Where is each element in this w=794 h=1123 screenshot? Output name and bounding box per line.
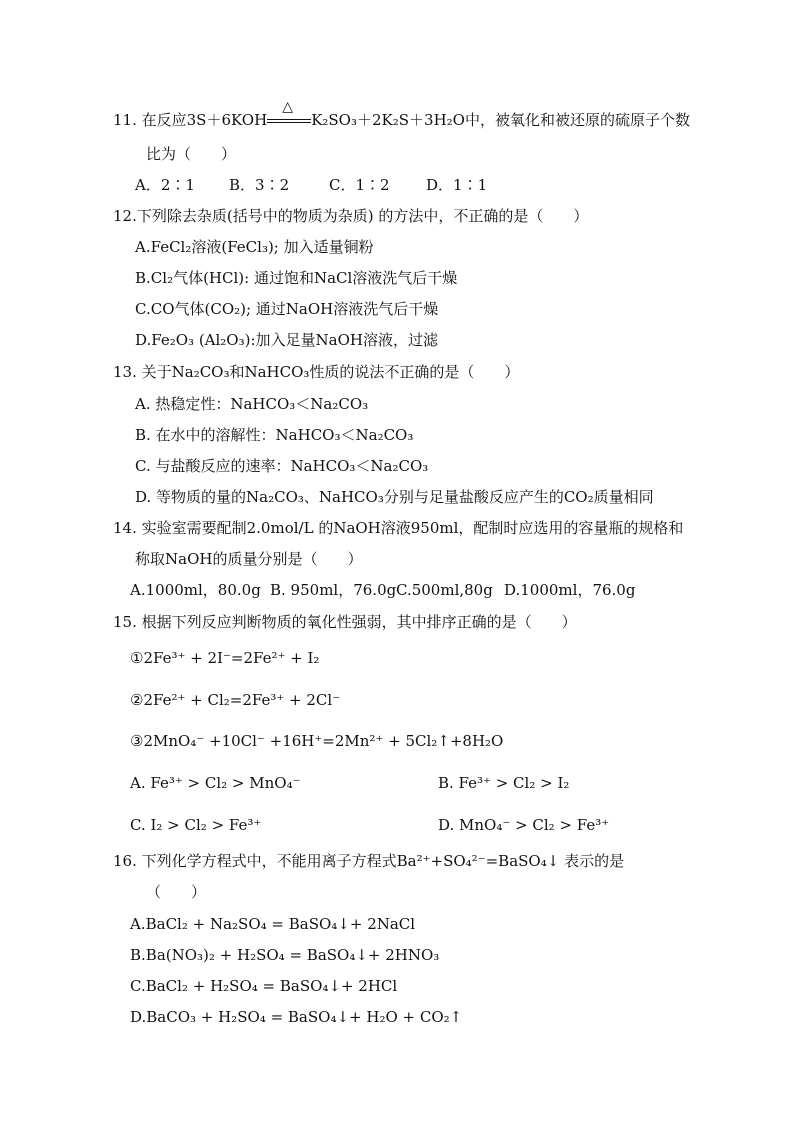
question-14-option-c: C.500ml,80g	[396, 581, 493, 599]
question-11-option-d: D．1∶1	[426, 176, 488, 194]
question-11-stem	[113, 99, 690, 130]
question-12-option-d: D.Fe₂O₃ (Al₂O₃):加入足量NaOH溶液，过滤	[135, 331, 438, 349]
question-15-stem: 15. 根据下列反应判断物质的氧化性强弱，其中排序正确的是（ ）	[113, 613, 577, 631]
question-16-continuation: （ ）	[146, 883, 207, 901]
question-12-option-b: B.Cl₂气体(HCl): 通过饱和NaCl溶液洗气后干燥	[135, 269, 458, 287]
question-12-stem: 12.下列除去杂质(括号中的物质为杂质) 的方法中，不正确的是（ ）	[113, 207, 589, 225]
question-16-option-c: C.BaCl₂ + H₂SO₄ = BaSO₄↓+ 2HCl	[130, 977, 398, 995]
question-15-option-b: B. Fe³⁺ > Cl₂ > I₂	[438, 774, 570, 792]
question-15-reaction-2: ②2Fe²⁺ + Cl₂=2Fe³⁺ + 2Cl⁻	[130, 691, 341, 709]
question-number: 11.	[113, 111, 137, 129]
question-11-option-c: C．1∶2	[329, 176, 390, 194]
question-12-option-c: C.CO气体(CO₂); 通过NaOH溶液洗气后干燥	[135, 300, 439, 318]
question-14-option-d: D.1000ml，76.0g	[504, 581, 636, 599]
question-11-option-b: B．3∶2	[229, 176, 290, 194]
question-13-option-c: C. 与盐酸反应的速率：NaHCO₃＜Na₂CO₃	[135, 457, 429, 475]
question-14-option-b: B. 950ml，76.0g	[270, 581, 397, 599]
question-11-option-a: A．2∶1	[135, 176, 195, 194]
question-13-option-a: A. 热稳定性：NaHCO₃＜Na₂CO₃	[135, 395, 369, 413]
heating-equals-sign	[267, 99, 311, 128]
question-15-option-c: C. I₂ > Cl₂ > Fe³⁺	[130, 816, 262, 834]
question-15-reaction-3: ③2MnO₄⁻ +10Cl⁻ +16H⁺=2Mn²⁺ + 5Cl₂↑+8H₂O	[130, 732, 504, 750]
question-15-reaction-1: ①2Fe³⁺ + 2I⁻=2Fe²⁺ + I₂	[130, 649, 320, 667]
delta-icon: △	[282, 99, 293, 115]
question-14-continuation: 称取NaOH的质量分别是（ ）	[135, 550, 363, 568]
question-15-option-d: D. MnO₄⁻ > Cl₂ > Fe³⁺	[438, 816, 610, 834]
question-16-option-a: A.BaCl₂ + Na₂SO₄ = BaSO₄↓+ 2NaCl	[130, 915, 416, 933]
question-11-continuation: 比为（ ）	[146, 145, 237, 163]
question-15-option-a: A. Fe³⁺ > Cl₂ > MnO₄⁻	[130, 774, 301, 792]
question-13-option-d: D. 等物质的量的Na₂CO₃、NaHCO₃分别与足量盐酸反应产生的CO₂质量相同	[135, 488, 654, 506]
question-12-option-a: A.FeCl₂溶液(FeCl₃); 加入适量铜粉	[135, 238, 374, 256]
question-11-text-post: K₂SO₃＋2K₂S＋3H₂O中，被氧化和被还原的硫原子个数	[311, 111, 690, 129]
question-14-stem: 14. 实验室需要配制2.0mol/L 的NaOH溶液950ml，配制时应选用的容量瓶的规格和	[113, 519, 684, 537]
question-13-option-b: B. 在水中的溶解性：NaHCO₃＜Na₂CO₃	[135, 426, 414, 444]
question-16-stem: 16. 下列化学方程式中，不能用离子方程式Ba²⁺+SO₄²⁻=BaSO₄↓ 表示的是	[113, 852, 625, 870]
question-16-option-b: B.Ba(NO₃)₂ + H₂SO₄ = BaSO₄↓+ 2HNO₃	[130, 946, 440, 964]
question-13-stem: 13. 关于Na₂CO₃和NaHCO₃性质的说法不正确的是（ ）	[113, 363, 520, 381]
question-14-option-a: A.1000ml，80.0g	[130, 581, 261, 599]
question-16-option-d: D.BaCO₃ + H₂SO₄ = BaSO₄↓+ H₂O + CO₂↑	[130, 1008, 463, 1026]
question-11-text-pre: 在反应3S＋6KOH	[141, 111, 268, 129]
